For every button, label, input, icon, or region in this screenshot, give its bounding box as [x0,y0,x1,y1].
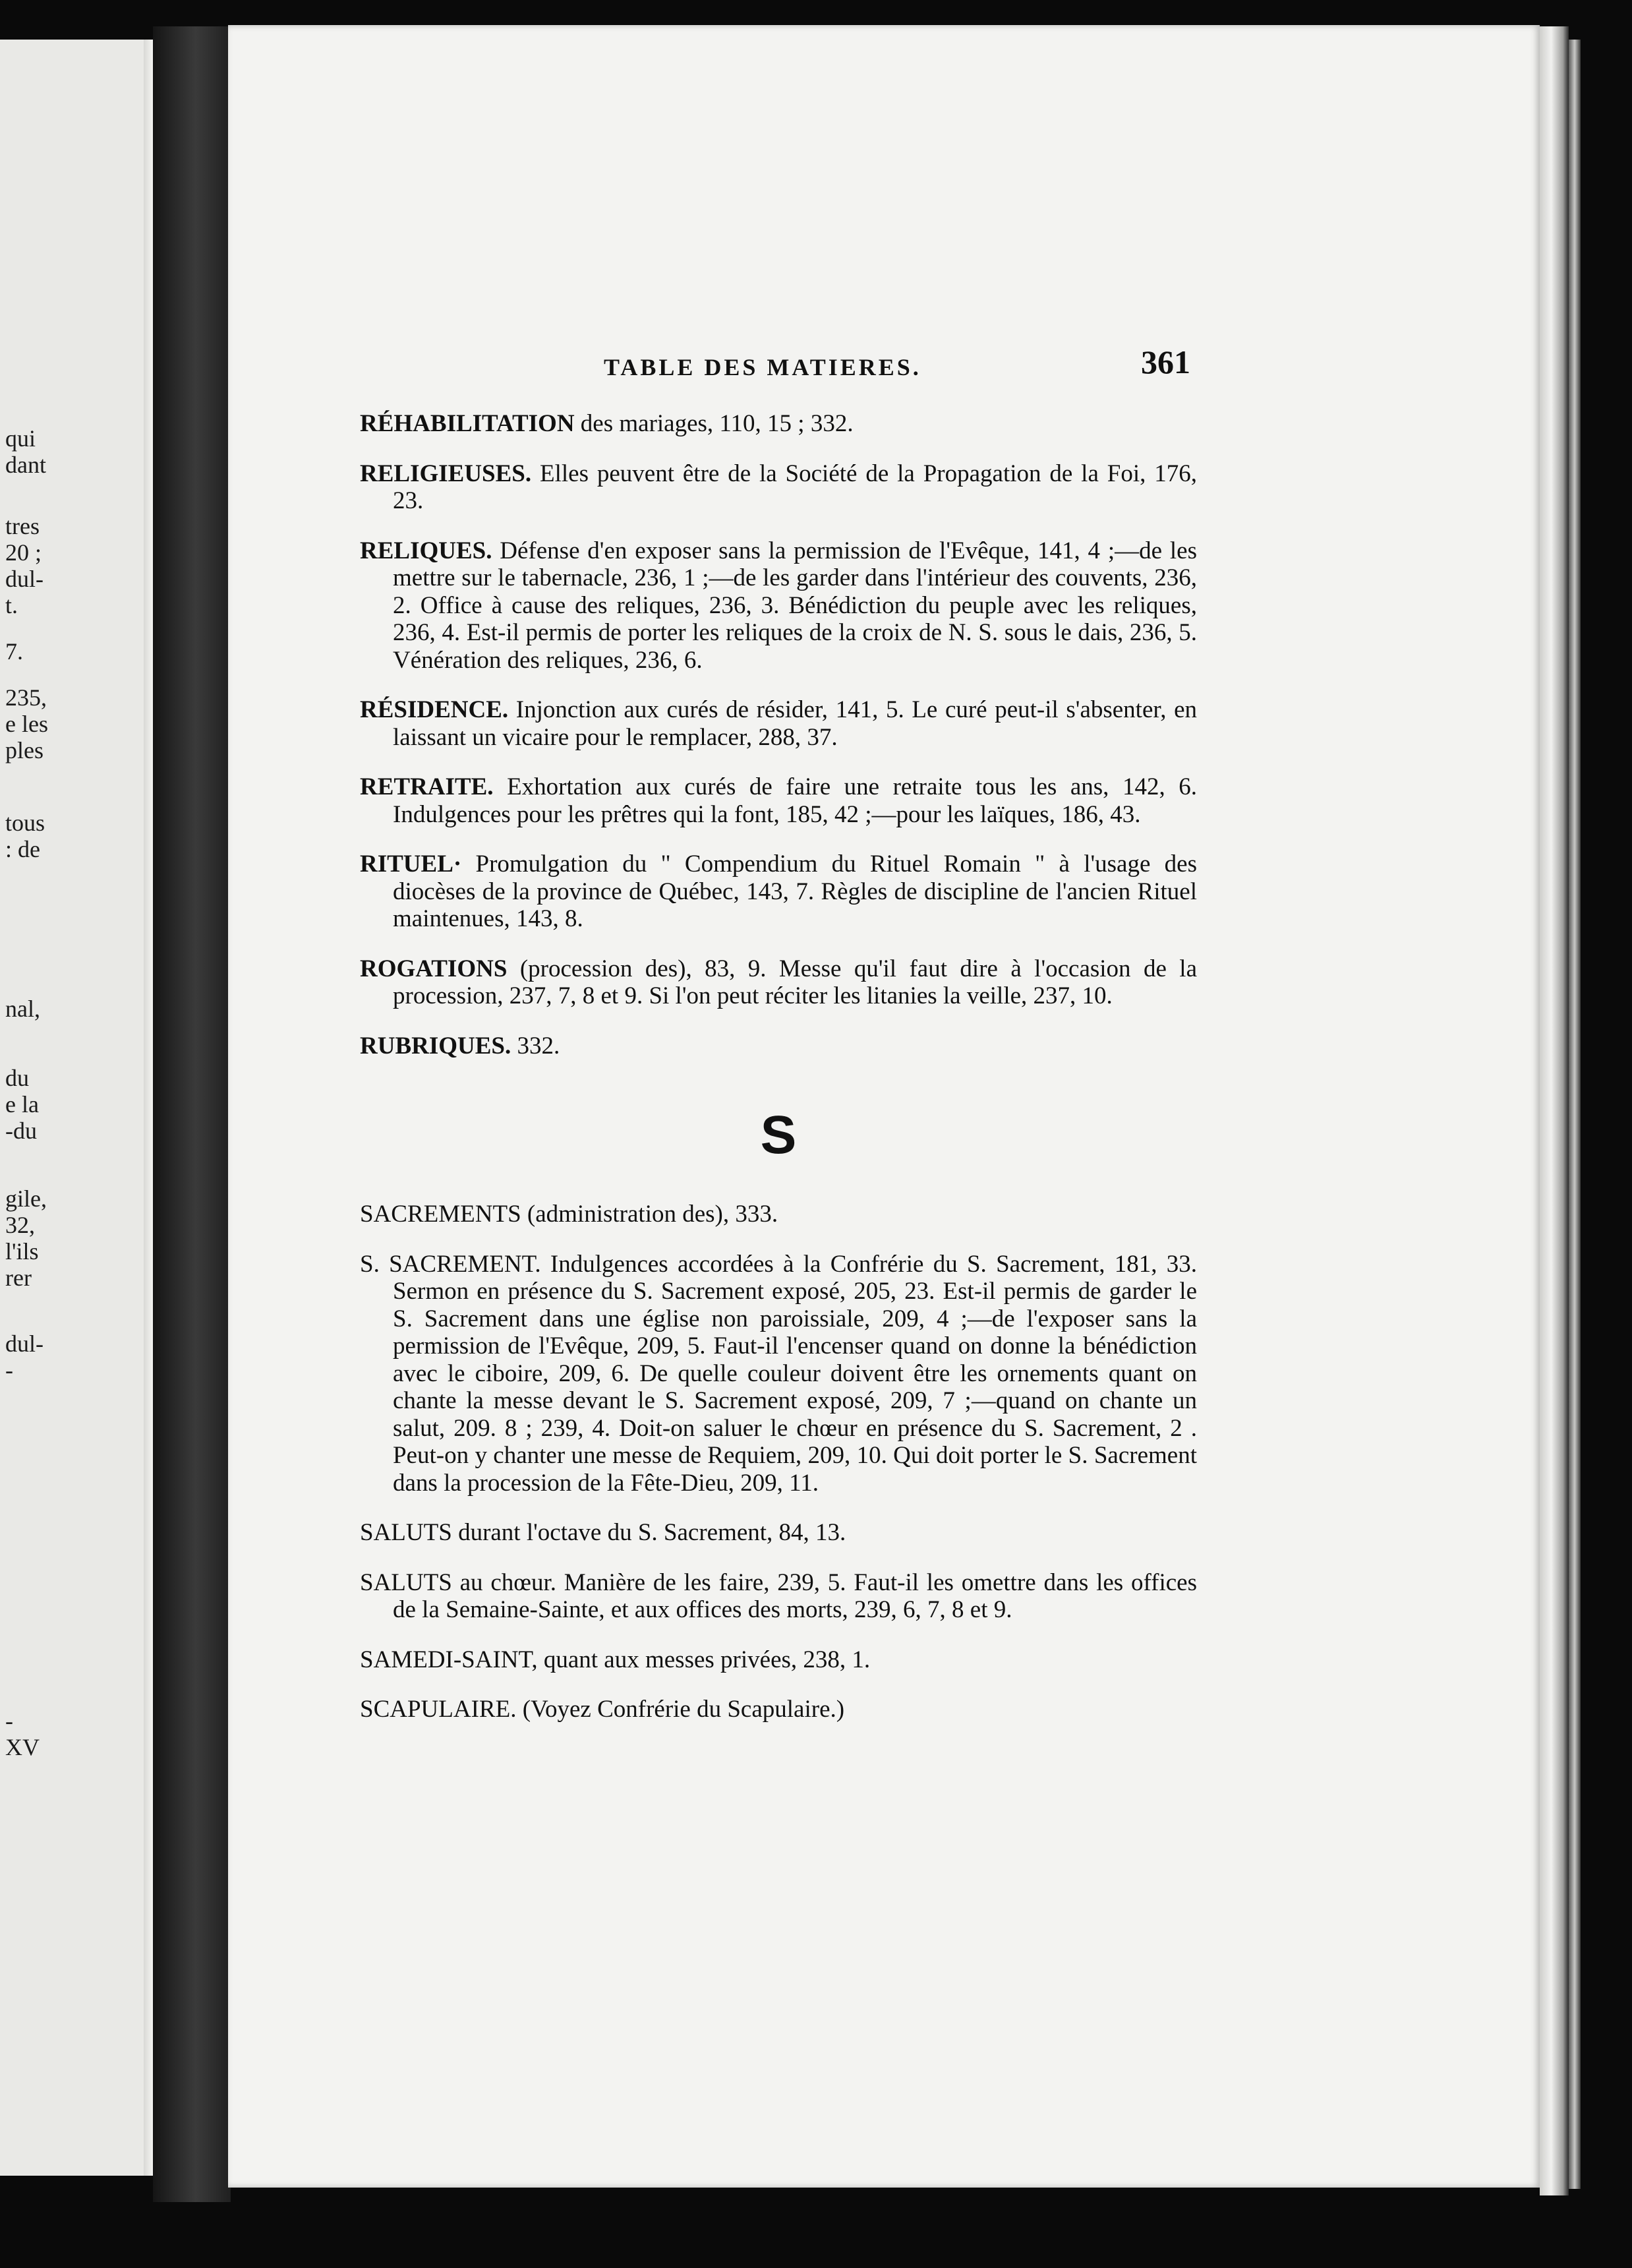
entry-text: Défense d'en exposer sans la permission de l'Evêque, 141, 4 ;—de les mettre sur le tabernacle, 236, 1 ;—de les garder dans l'intérieur des couvents, 236, 2. Office à cause des reliques, 236, 3. Bénédiction du peuple avec les reliques, 236, 4. Est-il permis de porter les reliques de la croix de N. S. sous le dais, 236, 5. Vénération des reliques, 236, 6. [393,537,1197,674]
index-entry [360,410,1197,438]
entry-heading: SACREMENTS [360,1201,521,1228]
entry-text: quant aux messes privées, 238, 1. [537,1646,871,1673]
index-entry [360,1646,1197,1674]
section-letter: S [760,1105,797,1165]
entry-text: (procession des), 83, 9. Messe qu'il faut dire à l'occasion de la procession, 237, 7, 8 et 9. Si l'on peut réciter les litanies la veille, 237, 10. [393,955,1197,1009]
entry-text: 332. [511,1032,560,1059]
left-page-fragment: - [5,1708,13,1734]
left-page-fragment: rer [5,1265,32,1291]
index-entry [360,1696,1197,1723]
index-entry [360,696,1197,751]
entry-text: Indulgences accordées à la Confrérie du S. Sacrement, 181, 33. Sermon en présence du S. Sacrement exposé, 205, 23. Est-il permis de garder le S. Sacrement dans une église non paroissiale, 209, 4 ;—de l'exposer sans la permission de l'Evêque, 209, 5. Faut-il l'encenser quand on donne la bénédiction avec le ciboire, 209, 6. De quelle couleur doivent être les ornements quant on chante la messe devant le S. Sacrement exposé, 209, 7 ;—quand on chante un salut, 209. 8 ; 239, 4. Doit-on saluer le chœur en présence du S. Sacrement, 2 . Peut-on y chanter une messe de Requiem, 209, 10. Qui doit porter le S. Sacrement dans la procession de la Fête-Dieu, 209, 11. [393,1250,1197,1497]
entry-heading: RELIQUES. [360,537,492,564]
index-entries [360,410,1197,1746]
left-facing-page [0,40,153,2176]
left-page-fragment: dul- [5,1330,44,1357]
entry-heading: SALUTS [360,1519,452,1546]
entry-heading: RITUEL· [360,850,462,878]
entry-text: Promulgation du " Compendium du Rituel Romain " à l'usage des diocèses de la province de Québec, 143, 7. Règles de discipline de l'ancien Rituel maintenues, 143, 8. [393,850,1197,932]
index-entry [360,537,1197,674]
left-page-fragment: dul- [5,566,44,592]
left-page-fragment: tres [5,513,40,539]
entry-heading: ROGATIONS [360,955,508,982]
index-entry [360,1519,1197,1547]
entry-heading: RÉHABILITATION [360,410,575,437]
entry-text: (Voyez Confrérie du Scapulaire.) [516,1696,845,1723]
left-page-fragment: l'ils [5,1238,39,1265]
left-page-fragment: tous [5,810,45,836]
page-edge [1540,26,1569,2195]
index-entry [360,1251,1197,1497]
left-page-fragment: 235, [5,684,47,711]
index-entry [360,1201,1197,1228]
left-page-fragment: - [5,1357,13,1383]
left-page-fragment: -du [5,1118,37,1144]
left-page-fragment: 32, [5,1212,35,1238]
left-page-fragment: ples [5,737,44,763]
running-title: TABLE DES MATIERES. [604,354,921,380]
left-page-fragment: XV [5,1734,40,1760]
index-entry [360,955,1197,1010]
left-page-fragment: qui [5,425,36,452]
left-page-fragment: e la [5,1091,39,1118]
left-page-fragment: nal, [5,996,40,1022]
entry-text: Injonction aux curés de résider, 141, 5. Le curé peut-il s'absenter, en laissant un vicaire pour le remplacer, 288, 37. [393,696,1197,751]
entry-heading: S. SACREMENT. [360,1250,541,1278]
entry-heading: SCAPULAIRE. [360,1696,517,1723]
entry-text: des mariages, 110, 15 ; 332. [574,410,854,437]
index-entry [360,1569,1197,1624]
entry-heading: RUBRIQUES. [360,1032,511,1059]
left-page-fragment: gile, [5,1185,47,1212]
entry-heading: SALUTS [360,1568,452,1596]
entry-heading: RÉSIDENCE. [360,696,509,723]
page-edge-outer [1569,40,1581,2189]
entry-text: au chœur. Manière de les faire, 239, 5. Faut-il les omettre dans les offices de la Semaine-Sainte, et aux offices des morts, 239, 6, 7, 8 et 9. [393,1568,1197,1623]
entry-text: Elles peuvent être de la Société de la Propagation de la Foi, 176, 23. [393,460,1197,514]
left-page-fragment: 7. [5,638,23,665]
left-page-fragment: : de [5,836,40,862]
left-page-fragment: 20 ; [5,539,42,566]
left-page-gutter [144,40,153,2176]
left-page-fragment: du [5,1065,29,1091]
index-entry [360,773,1197,828]
entry-text: (administration des), 333. [521,1201,778,1228]
left-page-fragment: t. [5,592,18,618]
index-entry [360,850,1197,933]
page-number: 361 [1141,343,1190,380]
entry-text: Exhortation aux curés de faire une retraite tous les ans, 142, 6. Indulgences pour les prêtres qui la font, 185, 42 ;—pour les laïques, 186, 43. [393,773,1197,828]
entry-heading: RETRAITE. [360,773,494,800]
entry-heading: SAMEDI-SAINT, [360,1646,538,1673]
left-page-fragment: e les [5,711,48,737]
index-entry [360,460,1197,515]
index-entry [360,1032,1197,1060]
book-spine [153,26,231,2202]
left-page-fragment: dant [5,452,46,478]
entry-heading: RELIGIEUSES. [360,460,532,487]
entry-text: durant l'octave du S. Sacrement, 84, 13. [452,1519,846,1546]
page-header [360,335,1190,381]
